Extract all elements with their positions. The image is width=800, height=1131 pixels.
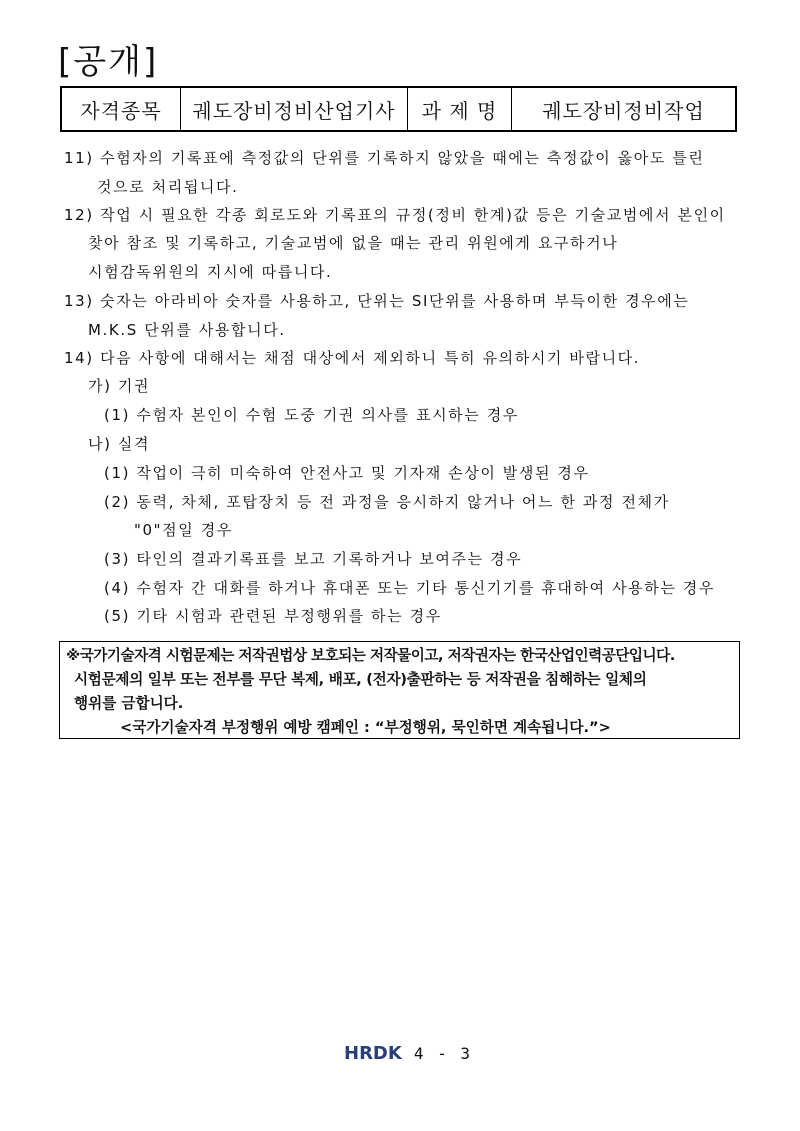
qualification-value: 궤도장비정비산업기사 (181, 87, 408, 131)
instruction-line: 나) 실격 (88, 435, 151, 453)
notice-line: 시험문제의 일부 또는 전부를 무단 복제, 배포, (전자)출판하는 등 저작권을 침해하는 일체의 (74, 671, 647, 688)
instruction-line: (1) 수험자 본인이 수험 도중 기권 의사를 표시하는 경우 (104, 406, 519, 424)
task-title-value: 궤도장비정비작업 (512, 87, 737, 131)
copyright-notice (59, 641, 740, 739)
instruction-line: (2) 동력, 차체, 포탑장치 등 전 과정을 응시하지 않거나 어느 한 과정 전체가 (104, 493, 670, 511)
instruction-line: 가) 기권 (88, 377, 151, 395)
instruction-line: 12) 작업 시 필요한 각종 회로도와 기록표의 규정(정비 한계)값 등은 기술교범에서 본인이 (64, 206, 726, 224)
instruction-line: 찾아 참조 및 기록하고, 기술교범에 없을 때는 관리 위원에게 요구하거나 (88, 234, 619, 252)
notice-line: ※국가기술자격 시험문제는 저작권법상 보호되는 저작물이고, 저작권자는 한국산업인력공단입니다. (66, 647, 675, 664)
task-title-label: 과 제 명 (408, 87, 512, 131)
instruction-line: 11) 수험자의 기록표에 측정값의 단위를 기록하지 않았을 때에는 측정값이 옳아도 틀린 (64, 149, 705, 167)
hrdk-logo: HRDK (344, 1043, 402, 1064)
instruction-line: 시험감독위원의 지시에 따릅니다. (88, 263, 333, 281)
instruction-line: 14) 다음 사항에 대해서는 채점 대상에서 제외하니 특히 유의하시기 바랍니다. (64, 349, 641, 367)
page-number: 4 - 3 (413, 1044, 472, 1063)
instruction-line: (1) 작업이 극히 미숙하여 안전사고 및 기자재 손상이 발생된 경우 (104, 464, 590, 482)
instruction-line: 것으로 처리됩니다. (97, 178, 239, 196)
notice-line: 행위를 금합니다. (74, 695, 184, 712)
instruction-line: M.K.S 단위를 사용합니다. (88, 321, 286, 339)
exam-info-table (60, 86, 737, 132)
qualification-label: 자격종목 (61, 87, 181, 131)
page-footer (344, 1043, 472, 1064)
instruction-line: 13) 숫자는 아라비아 숫자를 사용하고, 단위는 SI단위를 사용하며 부득이한 경우에는 (64, 292, 690, 310)
instruction-line: "0"점일 경우 (134, 521, 233, 539)
notice-line: <국가기술자격 부정행위 예방 캠페인 : “부정행위, 묵인하면 계속됩니다.”> (120, 719, 611, 736)
instruction-line: (5) 기타 시험과 관련된 부정행위를 하는 경우 (104, 607, 442, 625)
disclosure-tag: [공개] (58, 42, 159, 82)
instruction-line: (4) 수험자 간 대화를 하거나 휴대폰 또는 기타 통신기기를 휴대하여 사용하는 경우 (104, 579, 715, 597)
instruction-line: (3) 타인의 결과기록표를 보고 기록하거나 보여주는 경우 (104, 550, 523, 568)
